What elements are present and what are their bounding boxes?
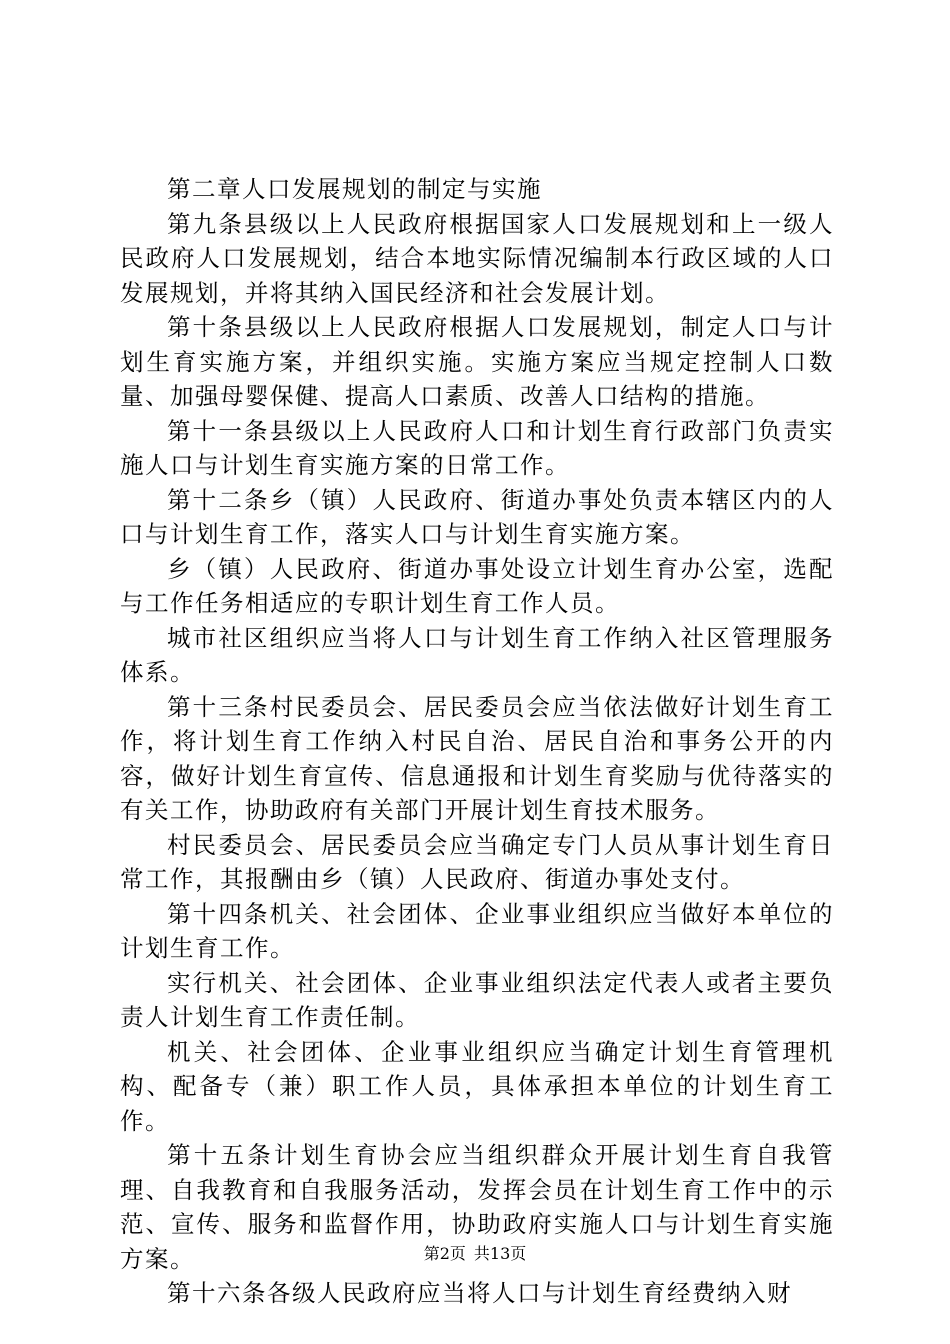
article-paragraph: 实行机关、社会团体、企业事业组织法定代表人或者主要负责人计划生育工作责任制。 [120, 968, 834, 1031]
article-paragraph: 城市社区组织应当将人口与计划生育工作纳入社区管理服务体系。 [120, 623, 834, 686]
article-paragraph: 第十二条乡（镇）人民政府、街道办事处负责本辖区内的人口与计划生育工作，落实人口与计划生育实施方案。 [120, 485, 834, 548]
article-paragraph: 第十六条各级人民政府应当将人口与计划生育经费纳入财 [167, 1279, 792, 1307]
article-paragraph: 机关、社会团体、企业事业组织应当确定计划生育管理机构、配备专（兼）职工作人员，具体承担本单位的计划生育工作。 [120, 1037, 834, 1135]
article-paragraph: 第十四条机关、社会团体、企业事业组织应当做好本单位的计划生育工作。 [120, 899, 834, 962]
article-paragraph: 第十条县级以上人民政府根据人口发展规划，制定人口与计划生育实施方案，并组织实施。实施方案应当规定控制人口数量、加强母婴保健、提高人口素质、改善人口结构的措施。 [120, 313, 834, 410]
article-paragraph: 第十一条县级以上人民政府人口和计划生育行政部门负责实施人口与计划生育实施方案的日常工作。 [120, 416, 834, 479]
page-footer [0, 1244, 950, 1264]
document-body [120, 172, 834, 1311]
article-paragraph: 村民委员会、居民委员会应当确定专门人员从事计划生育日常工作，其报酬由乡（镇）人民政府、街道办事处支付。 [120, 830, 834, 893]
article-paragraph: 第十三条村民委员会、居民委员会应当依法做好计划生育工作，将计划生育工作纳入村民自治、居民自治和事务公开的内容，做好计划生育宣传、信息通报和计划生育奖励与优待落实的有关工作，协助政府有关部门开展计划生育技术服务。 [120, 692, 834, 824]
page-total: 共13页 [473, 1244, 527, 1263]
page-number: 第2页 [423, 1244, 466, 1263]
article-paragraph: 乡（镇）人民政府、街道办事处设立计划生育办公室，选配与工作任务相适应的专职计划生育工作人员。 [120, 554, 834, 617]
chapter-heading: 第二章人口发展规划的制定与实施 [167, 175, 542, 203]
article-paragraph: 第九条县级以上人民政府根据国家人口发展规划和上一级人民政府人口发展规划，结合本地实际情况编制本行政区域的人口发展规划，并将其纳入国民经济和社会发展计划。 [120, 209, 834, 307]
article-paragraph: 第十五条计划生育协会应当组织群众开展计划生育自我管理、自我教育和自我服务活动，发挥会员在计划生育工作中的示范、宣传、服务和监督作用，协助政府实施人口与计划生育实施方案。 [120, 1141, 834, 1273]
